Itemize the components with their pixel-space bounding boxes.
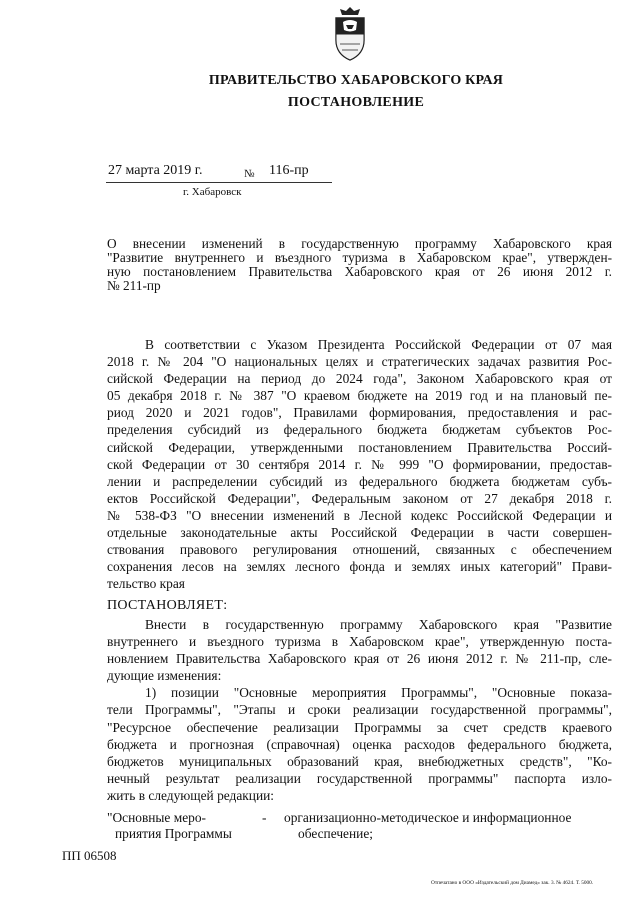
printer-imprint: Отпечатано в ООО «Издательский дом Диамед» зак. 3. № 4624. Т. 5000. (431, 880, 594, 886)
item1-line: 1) позиции "Основные мероприятия Программы", "Основные показа- (145, 685, 612, 701)
table-row-value (284, 810, 614, 842)
subject-line: № 211-пр (107, 278, 161, 293)
preamble-line: В соответствии с Указом Президента Российской Федерации от 07 мая (145, 337, 612, 352)
table-row-label (107, 810, 257, 842)
preamble-line: ской Федерации от 30 сентября 2014 г. № 999 "О формировании, предостав- (107, 456, 612, 472)
clause-line: внутреннего и въездного туризма в Хабаровском крае", утвержденную поста- (107, 634, 612, 650)
government-title: ПРАВИТЕЛЬСТВО ХАБАРОВСКОГО КРАЯ (208, 73, 504, 88)
preamble-line: пределения субсидий из федерального бюджета бюджетам субъектов Рос- (107, 422, 612, 438)
preamble-line: сийской Федерации на период до 2024 года", Законом Хабаровского края от (107, 371, 612, 387)
date-number-underline (106, 182, 332, 183)
table-value-line: обеспечение; (298, 826, 374, 841)
clause-paragraph (107, 616, 612, 804)
preamble-line: 2018 г. № 204 "О национальных целях и стратегических задачах развития Рос- (107, 354, 612, 370)
clause-line: новлением Правительства Хабаровского края от 26 июня 2012 г. № 211-пр, сле- (107, 651, 612, 667)
preamble-line: сохранения лесов на землях лесного фонда и землях иных категорий" Прави- (107, 559, 612, 575)
clause-line: дующие изменения: (107, 668, 222, 684)
preamble-line: № 538-ФЗ "О внесении изменений в Лесной кодекс Российской Федерации и (107, 507, 612, 523)
clause-line: Внести в государственную программу Хабаровского края "Развитие (145, 617, 612, 632)
item1-line: бюджета и прогнозная (справочная) оценка расходов федерального бюджета, (107, 736, 612, 752)
subject-line: ную постановлением Правительства Хабаровского края от 26 июня 2012 г. (107, 264, 612, 279)
preamble-paragraph (107, 336, 612, 592)
item1-line: жить в следующей редакции: (107, 787, 275, 803)
document-type-title: ПОСТАНОВЛЕНИЕ (287, 95, 425, 110)
table-dash: - (262, 810, 267, 825)
table-value-line: организационно-методическое и информационное (284, 810, 572, 825)
item1-line: нечный результат реализации государственной программы" паспорта изло- (107, 770, 612, 786)
city-label: г. Хабаровск (183, 186, 242, 198)
preamble-line: отдельные законодательные акты Российской Федерации в части совершен- (107, 525, 612, 541)
preamble-line: лении и распределении субсидий из федерального бюджета бюджетам субъ- (107, 473, 612, 489)
coat-of-arms-icon (330, 4, 370, 64)
table-label-line: "Основные меро- (107, 810, 206, 825)
table-label-line: приятия Программы (115, 826, 232, 841)
document-subject (107, 237, 612, 293)
document-date: 27 марта 2019 г. (108, 163, 203, 178)
item1-line: бюджетов муниципальных образований края, внебюджетных средств", "Ко- (107, 753, 612, 769)
document-stamp: ПП 06508 (62, 848, 117, 863)
item1-line: "Ресурсное обеспечение реализации Программы за счет средств краевого (107, 719, 612, 735)
preamble-line: риод 2020 и 2021 годов", Правилами формирования, предоставления и рас- (107, 405, 612, 421)
preamble-line: тельство края (107, 576, 185, 592)
item1-line: тели Программы", "Этапы и сроки реализации государственной программы", (107, 702, 612, 718)
preamble-line: сийской Федерации, утвержденными постановлением Правительства Россий- (107, 439, 612, 455)
document-number: 116-пр (269, 163, 309, 178)
preamble-line: ствования правового регулирования отношений, связанных с обеспечением (107, 542, 612, 558)
resolve-heading: ПОСТАНОВЛЯЕТ: (107, 598, 228, 613)
preamble-line: ектов Российской Федерации", Федеральным законом от 27 декабря 2018 г. (107, 490, 612, 506)
number-sign: № (244, 168, 255, 180)
subject-line: "Развитие внутреннего и въездного туризма в Хабаровском крае", утвержден- (107, 250, 612, 265)
preamble-line: 05 декабря 2018 г. № 387 "О краевом бюджете на 2019 год и на плановый пе- (107, 388, 612, 404)
subject-line: О внесении изменений в государственную программу Хабаровского края (107, 236, 612, 251)
